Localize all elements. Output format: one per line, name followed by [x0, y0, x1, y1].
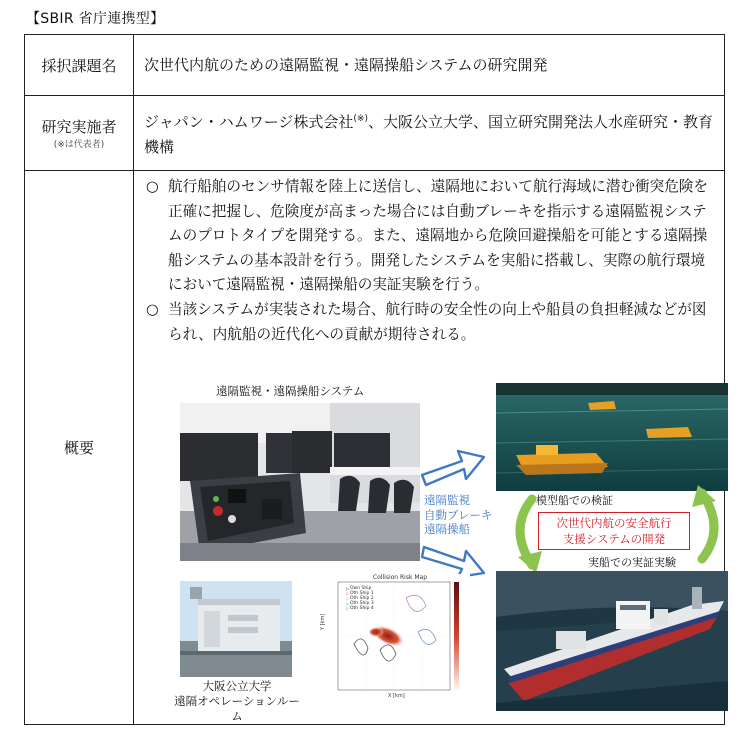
- control-room-photo: [180, 403, 420, 561]
- implementer-rep: ジャパン・ハムワージ株式会社: [144, 112, 354, 131]
- project-table: [24, 34, 725, 725]
- remote-function-labels: [424, 493, 493, 537]
- real-ship-photo: [496, 571, 728, 711]
- overview-figure: [134, 177, 732, 722]
- implementer-label-cell: [25, 96, 134, 171]
- legend-oth-ship-2: Oth Ship 2: [350, 596, 374, 601]
- center-goal-box: [538, 512, 690, 550]
- topic-value: 次世代内航のための遠隔監視・遠隔操船システムの研究開発: [134, 35, 725, 96]
- svg-text:▷: ▷: [346, 591, 350, 596]
- center-goal-line1: 次世代内航の安全航行: [556, 516, 672, 530]
- overview-label: 概要: [25, 171, 134, 725]
- remote-operation-label: 遠隔操船: [424, 522, 470, 536]
- svg-text:▷: ▷: [346, 586, 350, 591]
- facility-caption: [174, 679, 300, 724]
- legend-oth-ship-4: Oth Ship 4: [350, 606, 374, 611]
- risk-map-ylabel: Y [km]: [320, 613, 326, 630]
- center-goal-line2: 支援システムの開発: [562, 532, 666, 546]
- model-ship-caption: 模型船での検証: [536, 494, 613, 507]
- arrow-right-upper-icon: [420, 439, 486, 489]
- bullet-text: 航行船舶のセンサ情報を陸上に送信し、遠隔地において航行海域に潜む衝突危険を正確に把握し、危険度が高まった場合には自動ブレーキを指示する遠隔監視システムのプロトタイプを開発する。また、遠隔地から危険回避操船を可能とする遠隔操船システムの基本設計を行う。開発したシステムを実船に搭載し、実際の航行環境において遠隔監視・遠隔操船の実証実験を行う。: [168, 178, 708, 294]
- risk-map-xlabel: X [km]: [388, 693, 405, 699]
- facility-caption-line2: 遠隔オペレーションルーム: [174, 694, 300, 723]
- implementer-label: 研究実施者: [41, 117, 117, 136]
- legend-oth-ship-1: Oth Ship 1: [350, 591, 374, 596]
- bullet-symbol: ○: [146, 178, 159, 195]
- real-ship-caption: 実船での実証実験: [588, 556, 676, 569]
- legend-oth-ship-3: Oth Ship 3: [350, 601, 374, 606]
- facility-photo: [180, 581, 292, 677]
- implementer-sublabel: (※は代表者): [53, 139, 105, 150]
- collision-risk-map: [318, 574, 470, 704]
- svg-text:▷: ▷: [346, 606, 350, 611]
- implementer-row: [25, 96, 725, 171]
- document-heading: 【SBIR 省庁連携型】: [26, 11, 165, 27]
- overview-cell: [134, 171, 725, 725]
- topic-label: 採択課題名: [25, 35, 134, 96]
- bullet-text: 当該システムが実装された場合、航行時の安全性の向上や船員の負担軽減などが図られ、内航船の近代化への貢献が期待される。: [168, 300, 707, 343]
- overview-row: [25, 171, 725, 725]
- svg-text:▷: ▷: [346, 601, 350, 606]
- risk-map-plot: [318, 580, 470, 704]
- bullet-symbol: ○: [146, 300, 159, 318]
- facility-caption-line1: 大阪公立大学: [202, 679, 272, 693]
- risk-map-title: Collision Risk Map: [372, 574, 428, 581]
- system-title: 遠隔監視・遠隔操船システム: [216, 384, 365, 398]
- implementer-others: 、大阪公立大学、国立研究開発法人水産研究・教育機構: [144, 112, 713, 156]
- legend-own-ship: Own Ship: [350, 586, 372, 591]
- implementer-value: [134, 96, 725, 171]
- svg-text:▷: ▷: [346, 596, 350, 601]
- representative-mark: (※): [353, 113, 368, 124]
- remote-monitoring-label: 遠隔監視: [424, 493, 470, 507]
- topic-row: [25, 35, 725, 96]
- auto-brake-label: 自動ブレーキ: [424, 507, 493, 522]
- risk-map-legend: [350, 586, 374, 611]
